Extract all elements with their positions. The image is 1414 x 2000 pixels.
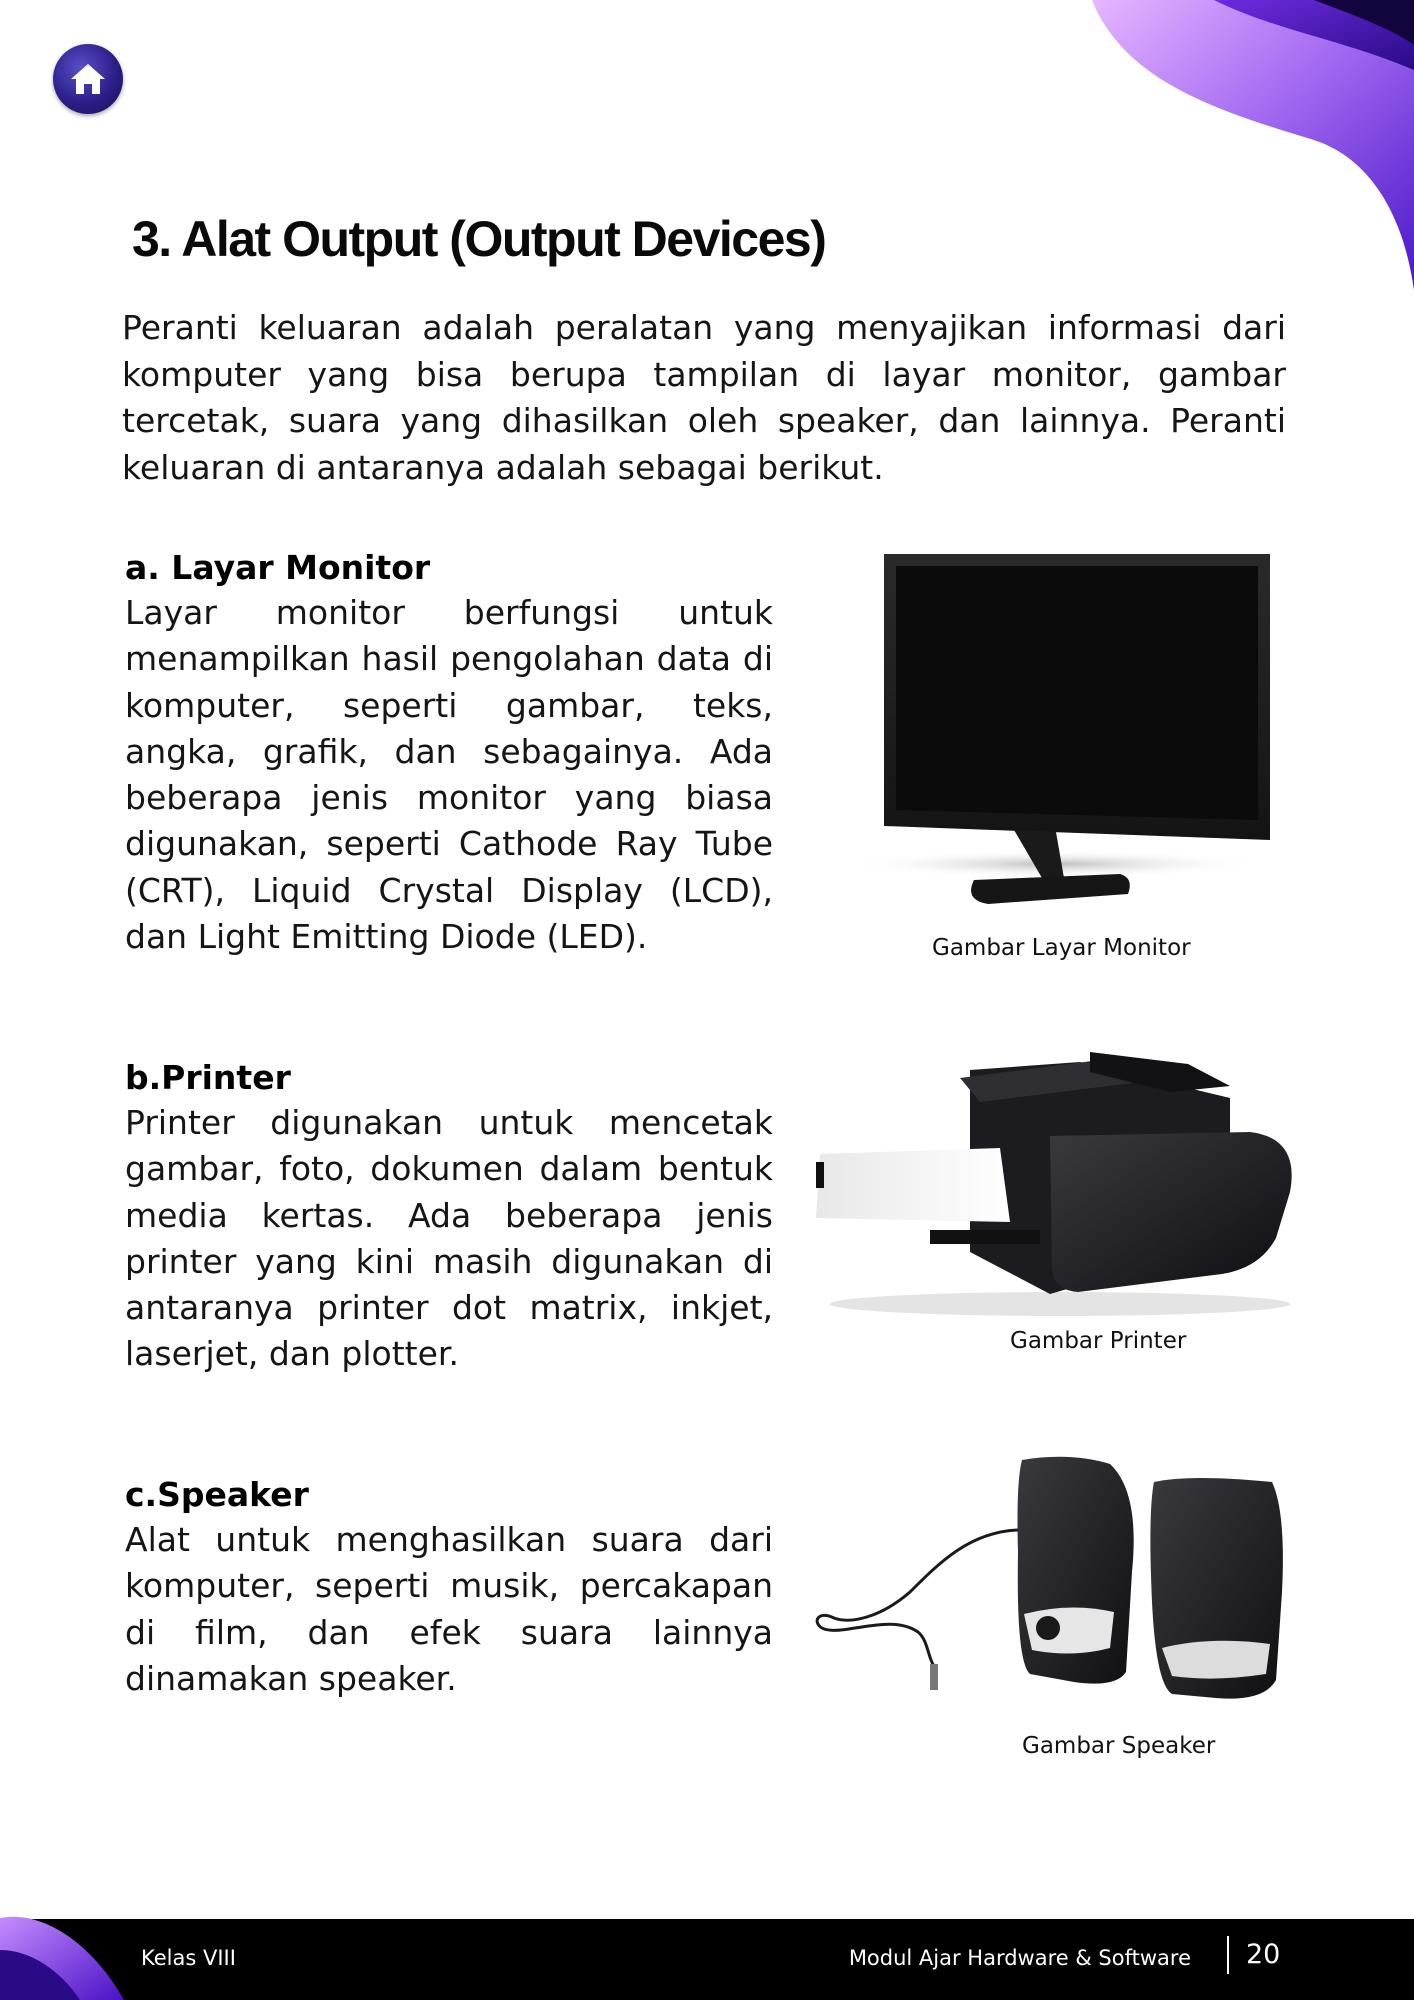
- home-icon: [69, 62, 107, 96]
- printer-image: [810, 1042, 1304, 1322]
- caption-speaker: Gambar Speaker: [1022, 1733, 1216, 1759]
- section-body-printer: Printer digunakan untuk mencetak gambar, foto, dokumen dalam bentuk media kertas. Ada beberapa jenis printer yang kini masih digunakan di antaranya printer dot matrix, inkjet, laserjet, dan plotter.: [125, 1103, 773, 1374]
- speaker-image: [810, 1452, 1294, 1714]
- section-body-speaker: Alat untuk menghasilkan suara dari komputer, seperti musik, percakapan di film, dan efek suara lainnya dinamakan speaker.: [125, 1520, 773, 1698]
- monitor-image: [824, 548, 1284, 918]
- section-heading-speaker: c.Speaker: [125, 1475, 309, 1514]
- footer-bar: [0, 1919, 1414, 2000]
- footer-class-label: Kelas VIII: [141, 1946, 236, 1970]
- section-heading-printer: b.Printer: [125, 1058, 291, 1097]
- home-button[interactable]: [53, 44, 123, 114]
- decorative-wave-top: [1014, 0, 1414, 300]
- decorative-wave-bottom: [0, 1910, 130, 2000]
- footer-module-label: Modul Ajar Hardware & Software: [848, 1946, 1191, 1970]
- section-body-monitor: Layar monitor berfungsi untuk menampilkan hasil pengolahan data di komputer, seperti gambar, teks, angka, grafik, dan sebagainya. Ada beberapa jenis monitor yang biasa digunakan, seperti Cathode Ray Tube (CRT), Liquid Crystal Display (LCD), dan Light Emitting Diode (LED).: [125, 593, 773, 957]
- footer-divider: [1227, 1936, 1229, 1974]
- page-number: 20: [1246, 1939, 1281, 1970]
- caption-printer: Gambar Printer: [1010, 1328, 1187, 1354]
- page-title: 3. Alat Output (Output Devices): [132, 211, 826, 267]
- intro-paragraph: Peranti keluaran adalah peralatan yang menyajikan informasi dari komputer yang bisa berupa tampilan di layar monitor, gambar tercetak, suara yang dihasilkan oleh speaker, dan lainnya. Peranti keluaran di antaranya adalah sebagai berikut.: [122, 308, 1286, 487]
- section-heading-monitor: a. Layar Monitor: [125, 548, 431, 587]
- caption-monitor: Gambar Layar Monitor: [932, 935, 1191, 961]
